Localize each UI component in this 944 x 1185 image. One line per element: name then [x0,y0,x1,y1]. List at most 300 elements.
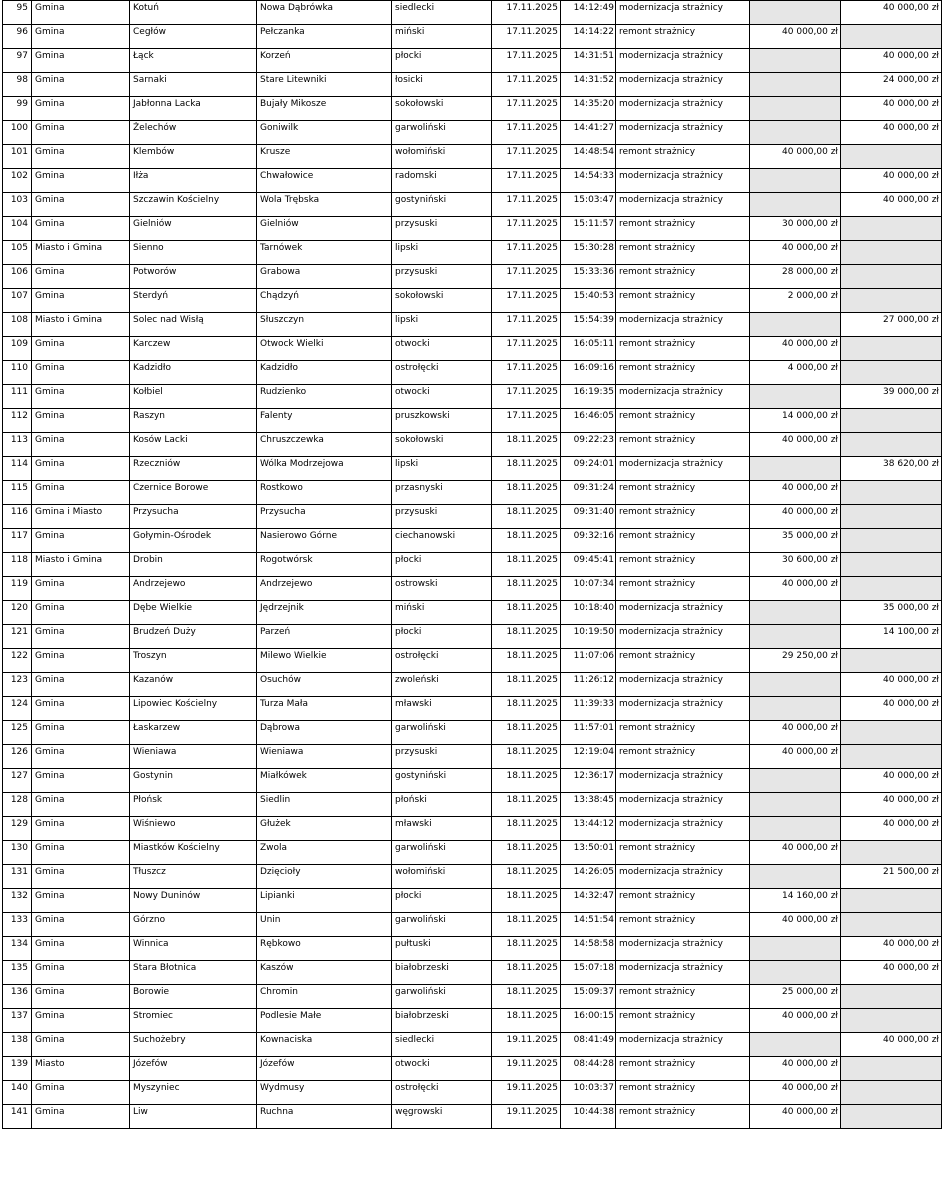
municipality-cell: Troszyn [130,649,257,673]
locality-cell: Lipianki [257,889,392,913]
row-number-cell: 140 [3,1081,32,1105]
modernizacja-amount-cell [841,505,942,529]
row-number-cell: 108 [3,313,32,337]
modernizacja-amount-cell [841,265,942,289]
locality-cell: Korzeń [257,49,392,73]
municipality-cell: Borowie [130,985,257,1009]
table-row [3,289,942,313]
municipality-cell: Lipowiec Kościelny [130,697,257,721]
county-cell: otwocki [392,337,492,361]
locality-cell: Grabowa [257,265,392,289]
task-type-cell: modernizacja strażnicy [616,697,750,721]
time-cell: 12:19:04 [561,745,616,769]
date-cell: 18.11.2025 [492,697,561,721]
remont-amount-cell [750,1033,841,1057]
date-cell: 18.11.2025 [492,433,561,457]
modernizacja-amount-cell: 40 000,00 zł [841,1,942,25]
time-cell: 14:51:54 [561,913,616,937]
municipality-cell: Cegłów [130,25,257,49]
row-number-cell: 130 [3,841,32,865]
county-cell: radomski [392,169,492,193]
time-cell: 12:36:17 [561,769,616,793]
row-number-cell: 113 [3,433,32,457]
county-cell: zwoleński [392,673,492,697]
county-cell: przysuski [392,265,492,289]
modernizacja-amount-cell [841,289,942,313]
task-type-cell: remont strażnicy [616,1009,750,1033]
date-cell: 17.11.2025 [492,145,561,169]
time-cell: 13:38:45 [561,793,616,817]
table-row [3,25,942,49]
date-cell: 18.11.2025 [492,457,561,481]
county-cell: sokołowski [392,289,492,313]
locality-cell: Osuchów [257,673,392,697]
table-row [3,577,942,601]
locality-cell: Rębkowo [257,937,392,961]
table-row [3,457,942,481]
modernizacja-amount-cell: 40 000,00 zł [841,961,942,985]
task-type-cell: remont strażnicy [616,265,750,289]
modernizacja-amount-cell: 40 000,00 zł [841,49,942,73]
county-cell: garwoliński [392,841,492,865]
county-cell: miński [392,601,492,625]
date-cell: 17.11.2025 [492,409,561,433]
locality-cell: Turza Mała [257,697,392,721]
unit-type-cell: Miasto i Gmina [32,553,130,577]
remont-amount-cell: 4 000,00 zł [750,361,841,385]
municipality-cell: Karczew [130,337,257,361]
time-cell: 08:41:49 [561,1033,616,1057]
modernizacja-amount-cell [841,481,942,505]
task-type-cell: remont strażnicy [616,409,750,433]
modernizacja-amount-cell [841,409,942,433]
task-type-cell: modernizacja strażnicy [616,817,750,841]
municipality-cell: Sarnaki [130,73,257,97]
task-type-cell: remont strażnicy [616,985,750,1009]
locality-cell: Nasierowo Górne [257,529,392,553]
unit-type-cell: Gmina [32,193,130,217]
remont-amount-cell [750,73,841,97]
table-row [3,841,942,865]
unit-type-cell: Gmina [32,1033,130,1057]
row-number-cell: 139 [3,1057,32,1081]
county-cell: miński [392,25,492,49]
table-row [3,385,942,409]
remont-amount-cell: 35 000,00 zł [750,529,841,553]
table-row [3,1081,942,1105]
locality-cell: Stare Litewniki [257,73,392,97]
locality-cell: Józefów [257,1057,392,1081]
county-cell: ostrowski [392,577,492,601]
task-type-cell: remont strażnicy [616,433,750,457]
time-cell: 10:19:50 [561,625,616,649]
unit-type-cell: Gmina [32,1081,130,1105]
time-cell: 09:24:01 [561,457,616,481]
date-cell: 17.11.2025 [492,313,561,337]
time-cell: 15:09:37 [561,985,616,1009]
unit-type-cell: Gmina [32,529,130,553]
unit-type-cell: Gmina [32,25,130,49]
task-type-cell: modernizacja strażnicy [616,793,750,817]
municipality-cell: Przysucha [130,505,257,529]
date-cell: 18.11.2025 [492,769,561,793]
table-row [3,313,942,337]
county-cell: lipski [392,241,492,265]
unit-type-cell: Gmina [32,217,130,241]
remont-amount-cell: 14 160,00 zł [750,889,841,913]
locality-cell: Rogotwórsk [257,553,392,577]
county-cell: białobrzeski [392,961,492,985]
municipality-cell: Płońsk [130,793,257,817]
county-cell: płoński [392,793,492,817]
date-cell: 18.11.2025 [492,865,561,889]
remont-amount-cell [750,769,841,793]
municipality-cell: Winnica [130,937,257,961]
municipality-cell: Gołymin-Ośrodek [130,529,257,553]
modernizacja-amount-cell: 39 000,00 zł [841,385,942,409]
modernizacja-amount-cell [841,145,942,169]
municipality-cell: Józefów [130,1057,257,1081]
row-number-cell: 137 [3,1009,32,1033]
unit-type-cell: Gmina [32,985,130,1009]
row-number-cell: 117 [3,529,32,553]
county-cell: pułtuski [392,937,492,961]
municipality-cell: Czernice Borowe [130,481,257,505]
row-number-cell: 97 [3,49,32,73]
table-row [3,481,942,505]
unit-type-cell: Gmina [32,577,130,601]
remont-amount-cell: 40 000,00 zł [750,241,841,265]
remont-amount-cell: 14 000,00 zł [750,409,841,433]
modernizacja-amount-cell [841,433,942,457]
table-row [3,169,942,193]
table-row [3,769,942,793]
date-cell: 18.11.2025 [492,601,561,625]
table-row [3,505,942,529]
time-cell: 09:31:24 [561,481,616,505]
row-number-cell: 106 [3,265,32,289]
municipality-cell: Górzno [130,913,257,937]
remont-amount-cell [750,937,841,961]
county-cell: lipski [392,457,492,481]
municipality-cell: Kołbiel [130,385,257,409]
table-row [3,49,942,73]
task-type-cell: remont strażnicy [616,241,750,265]
unit-type-cell: Gmina [32,1105,130,1129]
time-cell: 13:50:01 [561,841,616,865]
unit-type-cell: Miasto i Gmina [32,241,130,265]
unit-type-cell: Gmina [32,97,130,121]
task-type-cell: remont strażnicy [616,841,750,865]
municipality-cell: Iłża [130,169,257,193]
municipality-cell: Suchożebry [130,1033,257,1057]
remont-amount-cell: 30 600,00 zł [750,553,841,577]
date-cell: 18.11.2025 [492,577,561,601]
unit-type-cell: Gmina [32,937,130,961]
locality-cell: Wola Trębska [257,193,392,217]
county-cell: płocki [392,889,492,913]
task-type-cell: remont strażnicy [616,889,750,913]
unit-type-cell: Gmina [32,601,130,625]
date-cell: 18.11.2025 [492,913,561,937]
locality-cell: Słuszczyn [257,313,392,337]
remont-amount-cell [750,817,841,841]
county-cell: białobrzeski [392,1009,492,1033]
modernizacja-amount-cell [841,577,942,601]
municipality-cell: Stara Błotnica [130,961,257,985]
task-type-cell: remont strażnicy [616,553,750,577]
row-number-cell: 121 [3,625,32,649]
time-cell: 10:07:34 [561,577,616,601]
task-type-cell: modernizacja strażnicy [616,49,750,73]
unit-type-cell: Gmina [32,361,130,385]
remont-amount-cell [750,961,841,985]
table-row [3,913,942,937]
table-row [3,649,942,673]
locality-cell: Wólka Modrzejowa [257,457,392,481]
time-cell: 09:22:23 [561,433,616,457]
date-cell: 18.11.2025 [492,817,561,841]
modernizacja-amount-cell [841,841,942,865]
time-cell: 15:07:18 [561,961,616,985]
county-cell: garwoliński [392,721,492,745]
municipality-cell: Gielniów [130,217,257,241]
task-type-cell: remont strażnicy [616,505,750,529]
row-number-cell: 123 [3,673,32,697]
modernizacja-amount-cell: 40 000,00 zł [841,673,942,697]
time-cell: 11:26:12 [561,673,616,697]
county-cell: wołomiński [392,145,492,169]
locality-cell: Nowa Dąbrówka [257,1,392,25]
date-cell: 18.11.2025 [492,961,561,985]
task-type-cell: modernizacja strażnicy [616,1033,750,1057]
table-row [3,1105,942,1129]
modernizacja-amount-cell [841,649,942,673]
municipality-cell: Wieniawa [130,745,257,769]
unit-type-cell: Gmina [32,1,130,25]
locality-cell: Chwałowice [257,169,392,193]
modernizacja-amount-cell [841,913,942,937]
row-number-cell: 116 [3,505,32,529]
unit-type-cell: Gmina [32,457,130,481]
remont-amount-cell [750,793,841,817]
row-number-cell: 110 [3,361,32,385]
county-cell: garwoliński [392,913,492,937]
row-number-cell: 111 [3,385,32,409]
county-cell: łosicki [392,73,492,97]
task-type-cell: modernizacja strażnicy [616,601,750,625]
row-number-cell: 118 [3,553,32,577]
unit-type-cell: Gmina [32,673,130,697]
date-cell: 17.11.2025 [492,97,561,121]
time-cell: 15:30:28 [561,241,616,265]
task-type-cell: modernizacja strażnicy [616,313,750,337]
remont-amount-cell [750,193,841,217]
modernizacja-amount-cell [841,721,942,745]
modernizacja-amount-cell: 40 000,00 zł [841,817,942,841]
municipality-cell: Klembów [130,145,257,169]
row-number-cell: 128 [3,793,32,817]
table-row [3,793,942,817]
modernizacja-amount-cell [841,1009,942,1033]
county-cell: otwocki [392,1057,492,1081]
municipality-cell: Rzeczniów [130,457,257,481]
table-row [3,121,942,145]
remont-amount-cell [750,673,841,697]
county-cell: garwoliński [392,121,492,145]
date-cell: 18.11.2025 [492,481,561,505]
remont-amount-cell: 40 000,00 zł [750,25,841,49]
table-row [3,1033,942,1057]
time-cell: 14:58:58 [561,937,616,961]
remont-amount-cell: 40 000,00 zł [750,145,841,169]
locality-cell: Unin [257,913,392,937]
unit-type-cell: Gmina [32,409,130,433]
remont-amount-cell: 40 000,00 zł [750,505,841,529]
time-cell: 10:44:38 [561,1105,616,1129]
county-cell: otwocki [392,385,492,409]
modernizacja-amount-cell [841,985,942,1009]
time-cell: 14:26:05 [561,865,616,889]
date-cell: 17.11.2025 [492,121,561,145]
task-type-cell: modernizacja strażnicy [616,937,750,961]
row-number-cell: 127 [3,769,32,793]
county-cell: przysuski [392,505,492,529]
remont-amount-cell: 40 000,00 zł [750,745,841,769]
date-cell: 17.11.2025 [492,169,561,193]
county-cell: siedlecki [392,1,492,25]
date-cell: 18.11.2025 [492,529,561,553]
modernizacja-amount-cell: 38 620,00 zł [841,457,942,481]
unit-type-cell: Gmina [32,889,130,913]
time-cell: 08:44:28 [561,1057,616,1081]
table-row [3,73,942,97]
date-cell: 18.11.2025 [492,553,561,577]
table-row [3,193,942,217]
remont-amount-cell: 40 000,00 zł [750,1009,841,1033]
municipality-cell: Łąck [130,49,257,73]
table-row [3,553,942,577]
remont-amount-cell: 40 000,00 zł [750,577,841,601]
locality-cell: Siedlin [257,793,392,817]
row-number-cell: 114 [3,457,32,481]
county-cell: mławski [392,697,492,721]
time-cell: 14:41:27 [561,121,616,145]
task-type-cell: remont strażnicy [616,289,750,313]
date-cell: 17.11.2025 [492,217,561,241]
locality-cell: Głużek [257,817,392,841]
modernizacja-amount-cell: 40 000,00 zł [841,793,942,817]
municipality-cell: Szczawin Kościelny [130,193,257,217]
time-cell: 11:39:33 [561,697,616,721]
modernizacja-amount-cell: 40 000,00 zł [841,769,942,793]
locality-cell: Dąbrowa [257,721,392,745]
modernizacja-amount-cell [841,745,942,769]
date-cell: 18.11.2025 [492,889,561,913]
task-type-cell: modernizacja strażnicy [616,961,750,985]
date-cell: 17.11.2025 [492,385,561,409]
row-number-cell: 125 [3,721,32,745]
row-number-cell: 126 [3,745,32,769]
locality-cell: Kownaciska [257,1033,392,1057]
modernizacja-amount-cell [841,1081,942,1105]
municipality-cell: Solec nad Wisłą [130,313,257,337]
unit-type-cell: Gmina [32,385,130,409]
unit-type-cell: Gmina [32,649,130,673]
modernizacja-amount-cell: 40 000,00 zł [841,937,942,961]
municipality-cell: Myszyniec [130,1081,257,1105]
remont-amount-cell: 40 000,00 zł [750,337,841,361]
date-cell: 18.11.2025 [492,985,561,1009]
row-number-cell: 136 [3,985,32,1009]
row-number-cell: 109 [3,337,32,361]
time-cell: 14:14:22 [561,25,616,49]
table-row [3,673,942,697]
task-type-cell: remont strażnicy [616,337,750,361]
task-type-cell: remont strażnicy [616,577,750,601]
row-number-cell: 107 [3,289,32,313]
row-number-cell: 135 [3,961,32,985]
modernizacja-amount-cell [841,361,942,385]
municipality-cell: Kotuń [130,1,257,25]
locality-cell: Parzeń [257,625,392,649]
unit-type-cell: Gmina [32,481,130,505]
table-row [3,721,942,745]
time-cell: 15:40:53 [561,289,616,313]
locality-cell: Rudzienko [257,385,392,409]
task-type-cell: remont strażnicy [616,481,750,505]
modernizacja-amount-cell [841,889,942,913]
municipality-cell: Kadzidło [130,361,257,385]
locality-cell: Otwock Wielki [257,337,392,361]
remont-amount-cell [750,49,841,73]
table-row [3,697,942,721]
county-cell: płocki [392,625,492,649]
date-cell: 17.11.2025 [492,25,561,49]
date-cell: 17.11.2025 [492,265,561,289]
remont-amount-cell: 40 000,00 zł [750,721,841,745]
county-cell: sokołowski [392,433,492,457]
row-number-cell: 102 [3,169,32,193]
task-type-cell: remont strażnicy [616,721,750,745]
task-type-cell: remont strażnicy [616,913,750,937]
unit-type-cell: Gmina [32,865,130,889]
municipality-cell: Jabłonna Lacka [130,97,257,121]
county-cell: płocki [392,49,492,73]
row-number-cell: 100 [3,121,32,145]
county-cell: siedlecki [392,1033,492,1057]
unit-type-cell: Gmina [32,121,130,145]
county-cell: wołomiński [392,865,492,889]
table-row [3,961,942,985]
date-cell: 19.11.2025 [492,1057,561,1081]
remont-amount-cell [750,457,841,481]
municipality-cell: Brudzeń Duży [130,625,257,649]
time-cell: 16:05:11 [561,337,616,361]
locality-cell: Chądzyń [257,289,392,313]
row-number-cell: 120 [3,601,32,625]
county-cell: przysuski [392,217,492,241]
table-row [3,817,942,841]
locality-cell: Podlesie Małe [257,1009,392,1033]
locality-cell: Miałkówek [257,769,392,793]
table-row [3,865,942,889]
modernizacja-amount-cell: 40 000,00 zł [841,697,942,721]
table-row [3,265,942,289]
task-type-cell: modernizacja strażnicy [616,457,750,481]
locality-cell: Tarnówek [257,241,392,265]
row-number-cell: 104 [3,217,32,241]
